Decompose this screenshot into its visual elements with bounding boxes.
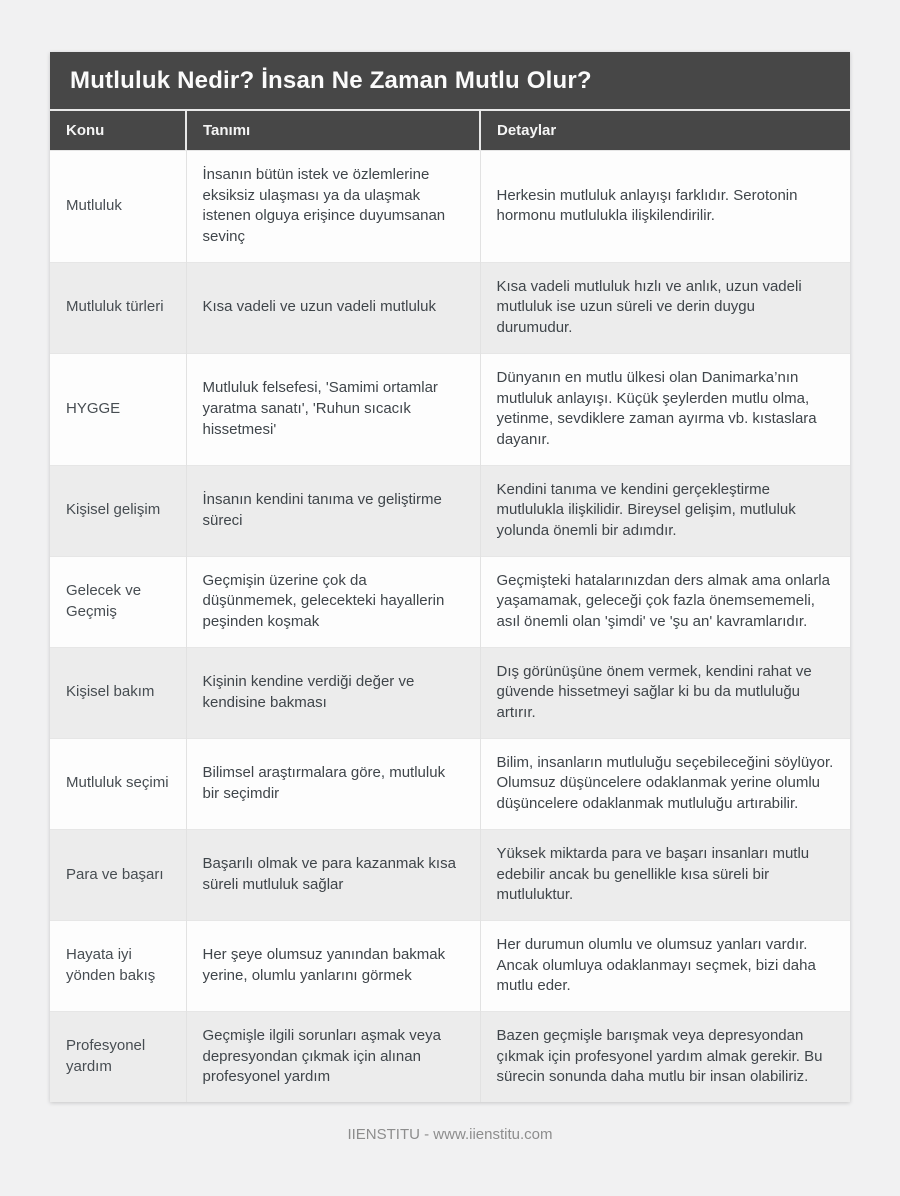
cell-tanimi: Bilimsel araştırmalara göre, mutluluk bir seçimdir	[186, 738, 480, 829]
cell-konu: Kişisel gelişim	[50, 465, 186, 556]
column-header-konu: Konu	[50, 111, 186, 151]
table-body	[50, 151, 850, 1103]
cell-konu: Kişisel bakım	[50, 647, 186, 738]
cell-detaylar: Kısa vadeli mutluluk hızlı ve anlık, uzun vadeli mutluluk ise uzun süreli ve derin duygu durumudur.	[480, 262, 850, 353]
cell-konu: Hayata iyi yönden bakış	[50, 920, 186, 1011]
cell-detaylar: Yüksek miktarda para ve başarı insanları mutlu edebilir ancak bu genellikle kısa süreli bir mutluluktur.	[480, 829, 850, 920]
table-header	[50, 111, 850, 151]
cell-tanimi: Geçmişle ilgili sorunları aşmak veya depresyondan çıkmak için alınan profesyonel yardım	[186, 1011, 480, 1102]
cell-tanimi: Her şeye olumsuz yanından bakmak yerine, olumlu yanlarını görmek	[186, 920, 480, 1011]
cell-tanimi: İnsanın kendini tanıma ve geliştirme süreci	[186, 465, 480, 556]
table-row	[50, 738, 850, 829]
cell-tanimi: Kısa vadeli ve uzun vadeli mutluluk	[186, 262, 480, 353]
cell-tanimi: Geçmişin üzerine çok da düşünmemek, gelecekteki hayallerin peşinden koşmak	[186, 556, 480, 647]
footer-credit: IIENSTITU - www.iienstitu.com	[347, 1126, 553, 1143]
column-header-tanimi: Tanımı	[186, 111, 480, 151]
cell-detaylar: Bilim, insanların mutluluğu seçebileceğini söylüyor. Olumsuz düşüncelere odaklanmak yerine olumlu düşüncelere odaklanmak mutluluğu artırabilir.	[480, 738, 850, 829]
table-row	[50, 556, 850, 647]
table-row	[50, 829, 850, 920]
cell-detaylar: Kendini tanıma ve kendini gerçekleştirme mutlulukla ilişkilidir. Bireysel gelişim, mutluluk yolunda önemli bir adımdır.	[480, 465, 850, 556]
table-row	[50, 151, 850, 263]
cell-tanimi: Mutluluk felsefesi, 'Samimi ortamlar yaratma sanatı', 'Ruhun sıcacık hissetmesi'	[186, 353, 480, 465]
happiness-table	[50, 111, 850, 1102]
column-header-detaylar: Detaylar	[480, 111, 850, 151]
cell-detaylar: Geçmişteki hatalarınızdan ders almak ama onlarla yaşamamak, geleceği çok fazla önemsememeli, asıl önemli olan 'şimdi' ve 'şu an' kavramlarıdır.	[480, 556, 850, 647]
table-row	[50, 647, 850, 738]
cell-konu: Gelecek ve Geçmiş	[50, 556, 186, 647]
cell-tanimi: Kişinin kendine verdiği değer ve kendisine bakması	[186, 647, 480, 738]
cell-konu: Profesyonel yardım	[50, 1011, 186, 1102]
cell-detaylar: Dış görünüşüne önem vermek, kendini rahat ve güvende hissetmeyi sağlar ki bu da mutluluğu artırır.	[480, 647, 850, 738]
cell-detaylar: Dünyanın en mutlu ülkesi olan Danimarka’nın mutluluk anlayışı. Küçük şeylerden mutlu olma, yetinme, sevdiklere zaman ayırma vb. kıstaslara dayanır.	[480, 353, 850, 465]
cell-detaylar: Bazen geçmişle barışmak veya depresyondan çıkmak için profesyonel yardım almak gerekir. Bu sürecin sonunda daha mutlu bir insan olabiliriz.	[480, 1011, 850, 1102]
cell-konu: Mutluluk seçimi	[50, 738, 186, 829]
cell-konu: HYGGE	[50, 353, 186, 465]
cell-konu: Mutluluk	[50, 151, 186, 263]
table-row	[50, 920, 850, 1011]
table-row	[50, 262, 850, 353]
happiness-table-card	[50, 52, 850, 1102]
cell-detaylar: Herkesin mutluluk anlayışı farklıdır. Serotonin hormonu mutlulukla ilişkilendirilir.	[480, 151, 850, 263]
table-row	[50, 465, 850, 556]
table-row	[50, 1011, 850, 1102]
table-row	[50, 353, 850, 465]
cell-tanimi: İnsanın bütün istek ve özlemlerine eksiksiz ulaşması ya da ulaşmak istenen olguya erişince duyumsanan sevinç	[186, 151, 480, 263]
table-header-row	[50, 111, 850, 151]
cell-konu: Mutluluk türleri	[50, 262, 186, 353]
cell-detaylar: Her durumun olumlu ve olumsuz yanları vardır. Ancak olumluya odaklanmayı seçmek, bizi daha mutlu eder.	[480, 920, 850, 1011]
cell-tanimi: Başarılı olmak ve para kazanmak kısa süreli mutluluk sağlar	[186, 829, 480, 920]
cell-konu: Para ve başarı	[50, 829, 186, 920]
page-title: Mutluluk Nedir? İnsan Ne Zaman Mutlu Olur?	[50, 52, 850, 111]
